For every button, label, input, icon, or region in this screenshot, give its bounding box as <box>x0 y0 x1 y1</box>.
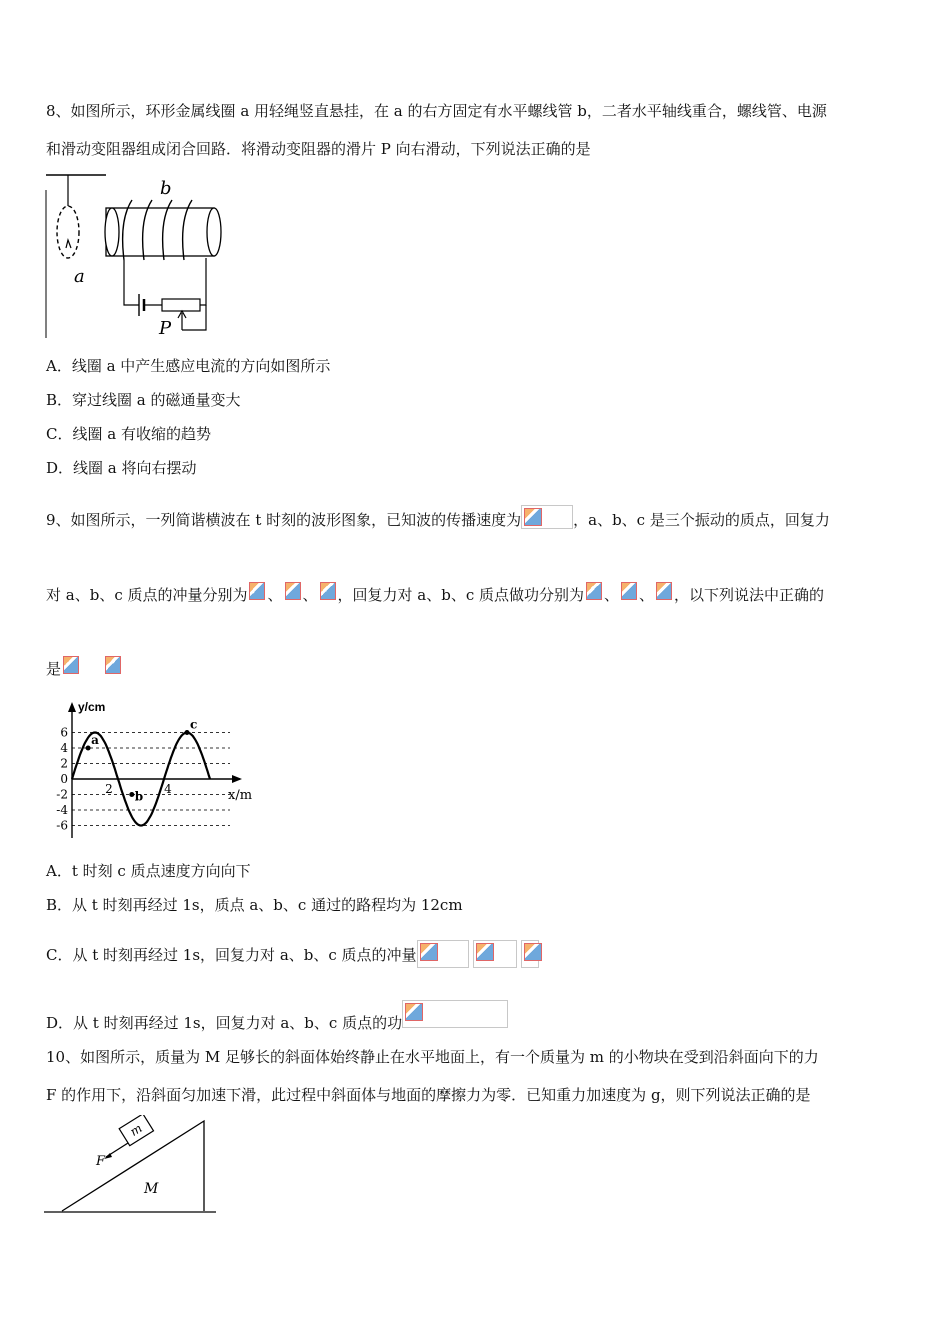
q10-label-M: M <box>144 1181 159 1197</box>
x-tick-label: 2 <box>105 782 113 796</box>
broken-image-icon <box>247 580 267 604</box>
broken-image-icon <box>473 940 517 968</box>
separator: 、 <box>604 586 620 604</box>
separator: 、 <box>302 586 318 604</box>
broken-image-icon <box>103 654 123 678</box>
separator: 、 <box>267 586 283 604</box>
q8-label-b: b <box>160 178 172 199</box>
q9-stem-tail2: ，以下列说法中正确的 <box>674 586 825 604</box>
q10-incline-figure <box>44 1115 222 1215</box>
q9-option-d[interactable] <box>46 1000 508 1033</box>
q10-label-m: m <box>127 1120 145 1139</box>
q9-option-b[interactable]: B．从 t 时刻再经过 1s，质点 a、b、c 通过的路程均为 12cm <box>46 896 463 914</box>
point-a <box>86 746 91 751</box>
q8-option-c[interactable]: C．线圈 a 有收缩的趋势 <box>46 425 211 443</box>
q8-stem-line1: 8、如图所示，环形金属线圈 a 用轻绳竖直悬挂，在 a 的右方固定有水平螺线管 b，二者水平轴线重合，螺线管、电源 <box>46 102 827 120</box>
point-label-c: c <box>190 717 198 732</box>
q8-option-d[interactable]: D．线圈 a 将向右摆动 <box>46 459 197 477</box>
point-c <box>185 730 190 735</box>
q8-option-b[interactable]: B．穿过线圈 a 的磁通量变大 <box>46 391 241 409</box>
q9-option-c-text: C．从 t 时刻再经过 1s，回复力对 a、b、c 质点的冲量 <box>46 946 417 964</box>
y-tick-label: 2 <box>60 756 68 771</box>
q9-work-text: ，回复力对 a、b、c 质点做功分别为 <box>337 586 584 604</box>
q9-stem-text: 9、如图所示，一列简谐横波在 t 时刻的波形图象，已知波的传播速度为 <box>46 511 522 529</box>
q9-wave-chart <box>44 698 264 843</box>
broken-image-icon <box>283 580 303 604</box>
q9-stem-tail: ，a、b、c 是三个振动的质点，回复力 <box>573 511 830 529</box>
q9-option-c[interactable] <box>46 940 539 968</box>
y-axis-label: y/cm <box>78 700 106 714</box>
q10-stem-line2: F 的作用下，沿斜面匀加速下滑，此过程中斜面体与地面的摩擦力为零．已知重力加速度为 g，则下列说法正确的是 <box>46 1086 811 1104</box>
point-b <box>129 792 134 797</box>
q8-stem-line2: 和滑动变阻器组成闭合回路．将滑动变阻器的滑片 P 向右滑动，下列说法正确的是 <box>46 140 591 158</box>
q8-label-P: P <box>159 318 172 339</box>
broken-image-icon <box>417 940 469 968</box>
broken-image-icon <box>61 654 81 678</box>
x-tick-label: 4 <box>164 782 172 796</box>
q9-option-d-text: D．从 t 时刻再经过 1s，回复力对 a、b、c 质点的功 <box>46 1014 403 1032</box>
q8-solenoid-figure <box>44 170 224 340</box>
q9-impulse-text: 对 a、b、c 质点的冲量分别为 <box>46 586 248 604</box>
separator: 、 <box>639 586 655 604</box>
y-tick-label: -4 <box>56 803 68 817</box>
broken-image-icon <box>521 505 573 529</box>
y-tick-label: -6 <box>56 818 68 833</box>
broken-image-icon <box>402 1000 508 1028</box>
point-label-b: b <box>134 789 144 804</box>
q9-stem-end: 是 <box>46 660 62 678</box>
broken-image-icon <box>521 940 539 968</box>
q9-stem-line2 <box>46 580 824 605</box>
q9-option-a[interactable]: A．t 时刻 c 质点速度方向向下 <box>46 862 251 880</box>
q9-stem-line1 <box>46 505 830 530</box>
x-axis-label: x/m <box>228 788 253 803</box>
y-tick-label: 6 <box>60 725 68 740</box>
broken-image-icon <box>654 580 674 604</box>
q10-stem-line1: 10、如图所示，质量为 M 足够长的斜面体始终静止在水平地面上，有一个质量为 m 的小物块在受到沿斜面向下的力 <box>46 1048 819 1066</box>
point-label-a: a <box>91 733 99 747</box>
y-axis-arrow <box>68 702 76 712</box>
q10-label-F: F <box>96 1154 106 1169</box>
q9-stem-line3 <box>46 654 123 679</box>
y-tick-label: 0 <box>60 772 68 786</box>
x-axis-arrow <box>232 775 242 783</box>
broken-image-icon <box>619 580 639 604</box>
y-tick-label: 4 <box>60 741 68 755</box>
y-tick-label: -2 <box>56 787 68 802</box>
broken-image-icon <box>584 580 604 604</box>
broken-image-icon <box>318 580 338 604</box>
q8-option-a[interactable]: A．线圈 a 中产生感应电流的方向如图所示 <box>46 357 331 375</box>
q8-label-a: a <box>74 266 85 287</box>
